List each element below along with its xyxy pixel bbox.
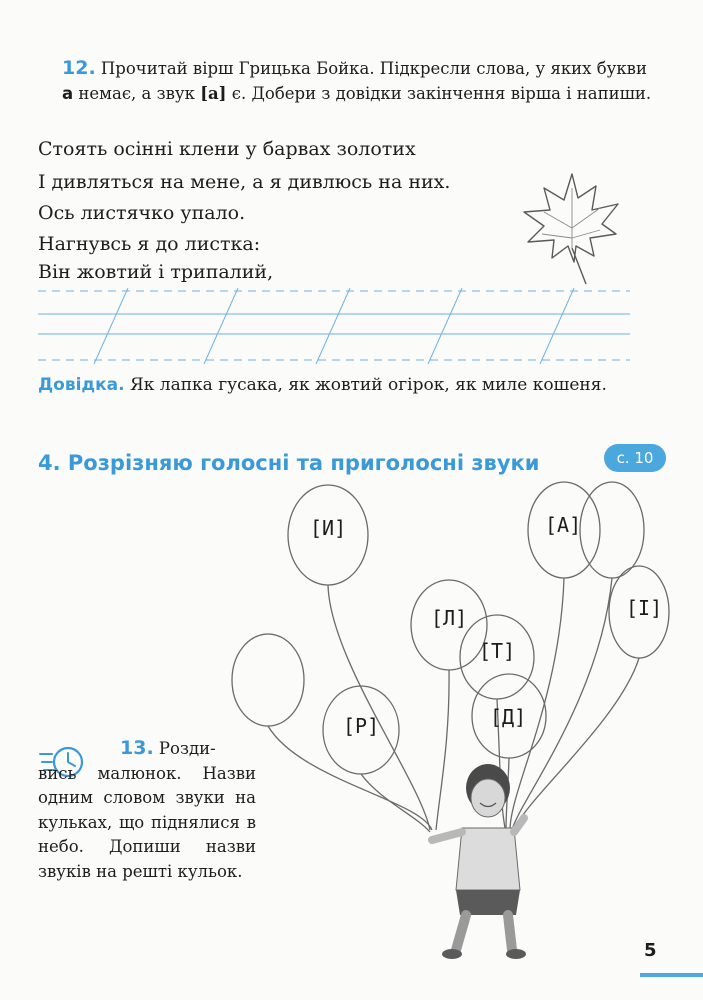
- section-title: 4. Розрізняю голосні та приголосні звуки: [38, 451, 540, 475]
- boy-figure: [432, 764, 526, 959]
- instruction-part-2: немає, а звук: [73, 84, 201, 103]
- page-reference-badge: с. 10: [604, 444, 666, 472]
- poem-line-5: Він жовтий і трипалий,: [38, 261, 274, 283]
- exercise-13-text: [38, 736, 256, 884]
- balloon-label-a: [А]: [545, 513, 582, 537]
- poem-line-4: Нагнувсь я до листка:: [38, 233, 261, 255]
- balloon-label-i: [И]: [310, 516, 347, 540]
- page-number-bar: [640, 973, 703, 977]
- exercise-13-number: 13.: [120, 737, 154, 759]
- hint-label: Довідка.: [38, 375, 125, 395]
- balloons-illustration: [210, 476, 690, 966]
- balloon-label-i-ukr: [І]: [626, 596, 663, 620]
- hint-text: Як лапка гусака, як жовтий огірок, як миле кошеня.: [124, 375, 607, 395]
- exercise-13-first-line: Розди-: [158, 739, 216, 758]
- exercise-12-number: 12.: [62, 57, 96, 79]
- balloon-unlabeled: [232, 634, 304, 726]
- balloon-label-l: [Л]: [431, 606, 468, 630]
- poem-line-1: Стоять осінні клени у барвах золотих: [38, 138, 416, 160]
- maple-leaf-icon: [516, 168, 626, 288]
- exercise-12-instruction: [62, 56, 662, 106]
- balloon-label-d: [Д]: [490, 705, 527, 729]
- writing-lines[interactable]: [38, 280, 630, 370]
- balloon-label-r: [Р]: [343, 714, 380, 738]
- exercise-13-body: вись малюнок. Назви одним словом звуки на кульках, що піднялися в небо. Допиши назви звуків на решті кульок.: [38, 763, 256, 881]
- instruction-part-3: є. Добери з довідки закінчення вірша і напиши.: [226, 84, 652, 103]
- page-number: 5: [644, 940, 657, 961]
- balloon-label-t: [Т]: [479, 639, 516, 663]
- poem-line-3: Ось листячко упало.: [38, 202, 246, 224]
- letter-a: а: [62, 84, 74, 103]
- poem-line-2: І дивляться на мене, а я дивлюсь на них.: [38, 171, 451, 193]
- instruction-part-1: Прочитай вірш Грицька Бойка. Підкресли слова, у яких букви: [100, 59, 647, 78]
- sound-a: [а]: [200, 84, 227, 103]
- hint-block: [38, 372, 658, 398]
